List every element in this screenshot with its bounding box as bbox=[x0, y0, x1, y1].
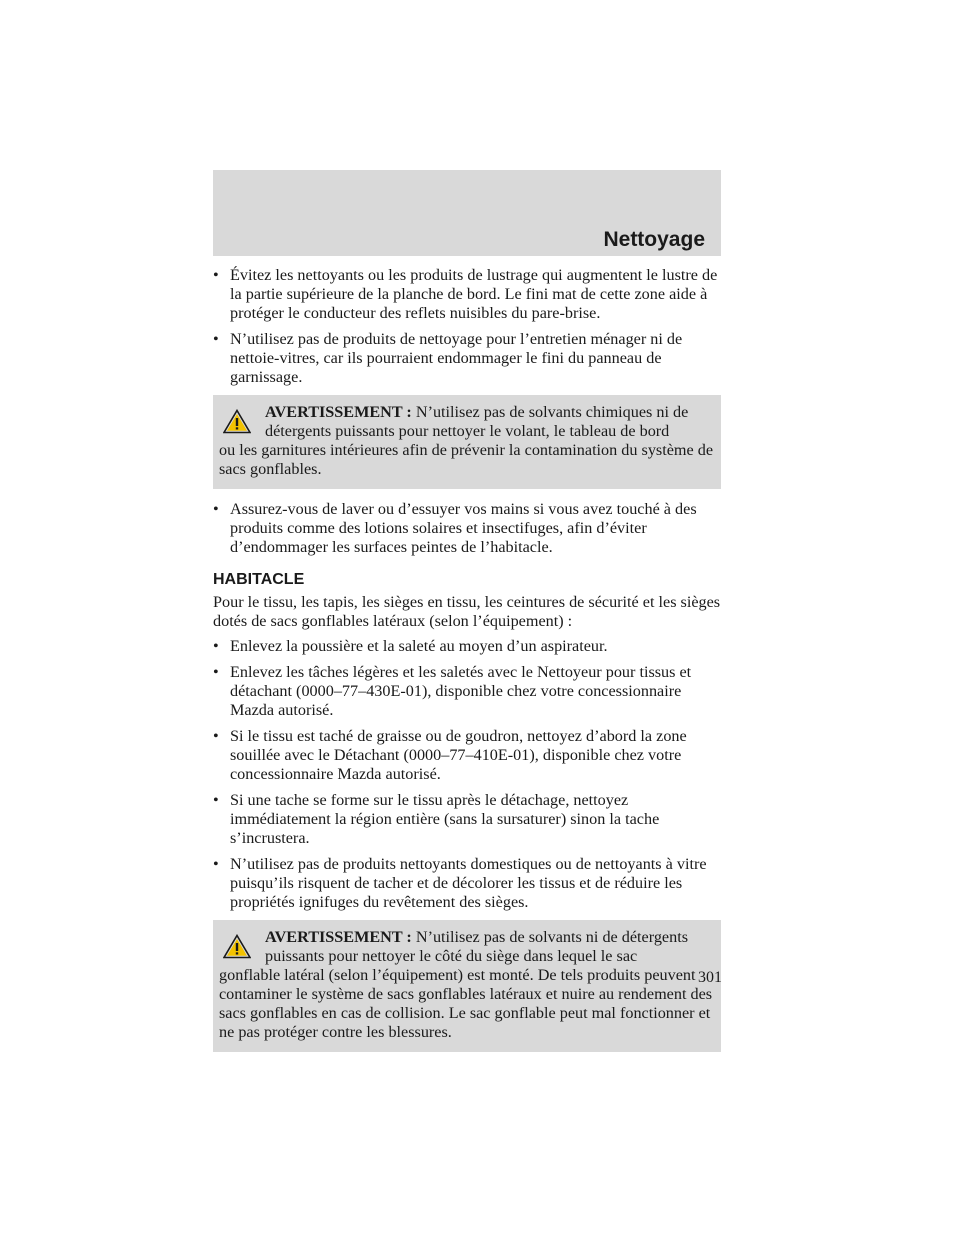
list-item-text: Évitez les nettoyants ou les produits de lustrage qui augmentent le lustre de la partie supérieure de la planche de bord. Le fini mat de cette zone aide à protéger le conducteur des reflets nuisibles du pare-brise. bbox=[230, 266, 718, 322]
list-item bbox=[213, 791, 721, 848]
warning-text-line1: N’utilisez pas de solvants ni de détergents bbox=[415, 928, 689, 946]
list-item bbox=[213, 500, 721, 557]
section-title: Nettoyage bbox=[603, 228, 705, 251]
warning-first-line bbox=[219, 928, 713, 947]
bullet-mark: • bbox=[213, 855, 219, 873]
warning-text-line1: N’utilisez pas de solvants chimiques ni de bbox=[415, 403, 689, 421]
list-item bbox=[213, 637, 721, 656]
warning-text-line2: puissants pour nettoyer le côté du siège dans lequel le sac bbox=[265, 947, 638, 965]
warning-triangle-icon bbox=[223, 934, 251, 959]
list-item-text: Si une tache se forme sur le tissu après le détachage, nettoyez immédiatement la région entière (sans la sursaturer) sinon la tache s’incrustera. bbox=[230, 791, 660, 847]
list-item-text: N’utilisez pas de produits nettoyants domestiques ou de nettoyants à vitre puisqu’ils risquent de tacher et de décolorer les tissus et de réduire les propriétés ignifuges du revêtement des sièges. bbox=[230, 855, 707, 911]
bullet-mark: • bbox=[213, 663, 219, 681]
bullet-mark: • bbox=[213, 637, 219, 655]
list-item bbox=[213, 266, 721, 323]
section-heading: HABITACLE bbox=[213, 571, 305, 588]
list-item-text: Assurez-vous de laver ou d’essuyer vos mains si vous avez touché à des produits comme des lotions solaires et insectifuges, afin d’éviter d’endommager les surfaces peintes de l’habitacle. bbox=[230, 500, 697, 556]
warning-text-line2: détergents puissants pour nettoyer le volant, le tableau de bord bbox=[265, 422, 670, 440]
list-item-text: Enlevez la poussière et la saleté au moyen d’un aspirateur. bbox=[230, 637, 608, 655]
warning-box bbox=[213, 920, 721, 1052]
warning-box bbox=[213, 395, 721, 489]
intro-paragraph: Pour le tissu, les tapis, les sièges en tissu, les ceintures de sécurité et les sièges dotés de sacs gonflables latéraux (selon l’équipement) : bbox=[213, 593, 721, 630]
list-item-text: N’utilisez pas de produits de nettoyage pour l’entretien ménager ni de nettoie-vitres, car ils pourraient endommager le fini du panneau de garnissage. bbox=[230, 330, 683, 386]
warning-first-line bbox=[219, 403, 713, 422]
list-item bbox=[213, 330, 721, 387]
bullet-mark: • bbox=[213, 330, 219, 348]
warning-text: ou les garnitures intérieures afin de prévenir la contamination du système de sacs gonflables. bbox=[219, 441, 714, 478]
warning-triangle-icon bbox=[223, 409, 251, 434]
list-item-text: Si le tissu est taché de graisse ou de goudron, nettoyez d’abord la zone souillée avec le Détachant (0000–77–410E-01), disponible chez votre concessionnaire Mazda autorisé. bbox=[230, 727, 687, 783]
page-number: 301 bbox=[698, 969, 722, 986]
list-item-text: Enlevez les tâches légères et les saletés avec le Nettoyeur pour tissus et détachant (0000–77–430E-01), disponible chez votre concessionnaire Mazda autorisé. bbox=[230, 663, 692, 719]
section-header bbox=[213, 170, 721, 256]
list-item bbox=[213, 663, 721, 720]
bullet-mark: • bbox=[213, 727, 219, 745]
warning-text: gonflable latéral (selon l’équipement) est monté. De tels produits peuvent contaminer le système de sacs gonflables latéraux et nuire au rendement des sacs gonflables en cas de collision. Le sac gonflable peut mal fonctionner et ne pas protéger contre les blessures. bbox=[219, 966, 713, 1041]
list-item bbox=[213, 727, 721, 784]
bullet-mark: • bbox=[213, 266, 219, 284]
page-content bbox=[213, 266, 721, 1063]
bullet-mark: • bbox=[213, 500, 219, 518]
list-item bbox=[213, 855, 721, 912]
bullet-mark: • bbox=[213, 791, 219, 809]
warning-label: AVERTISSEMENT : bbox=[265, 928, 412, 946]
warning-label: AVERTISSEMENT : bbox=[265, 403, 412, 421]
